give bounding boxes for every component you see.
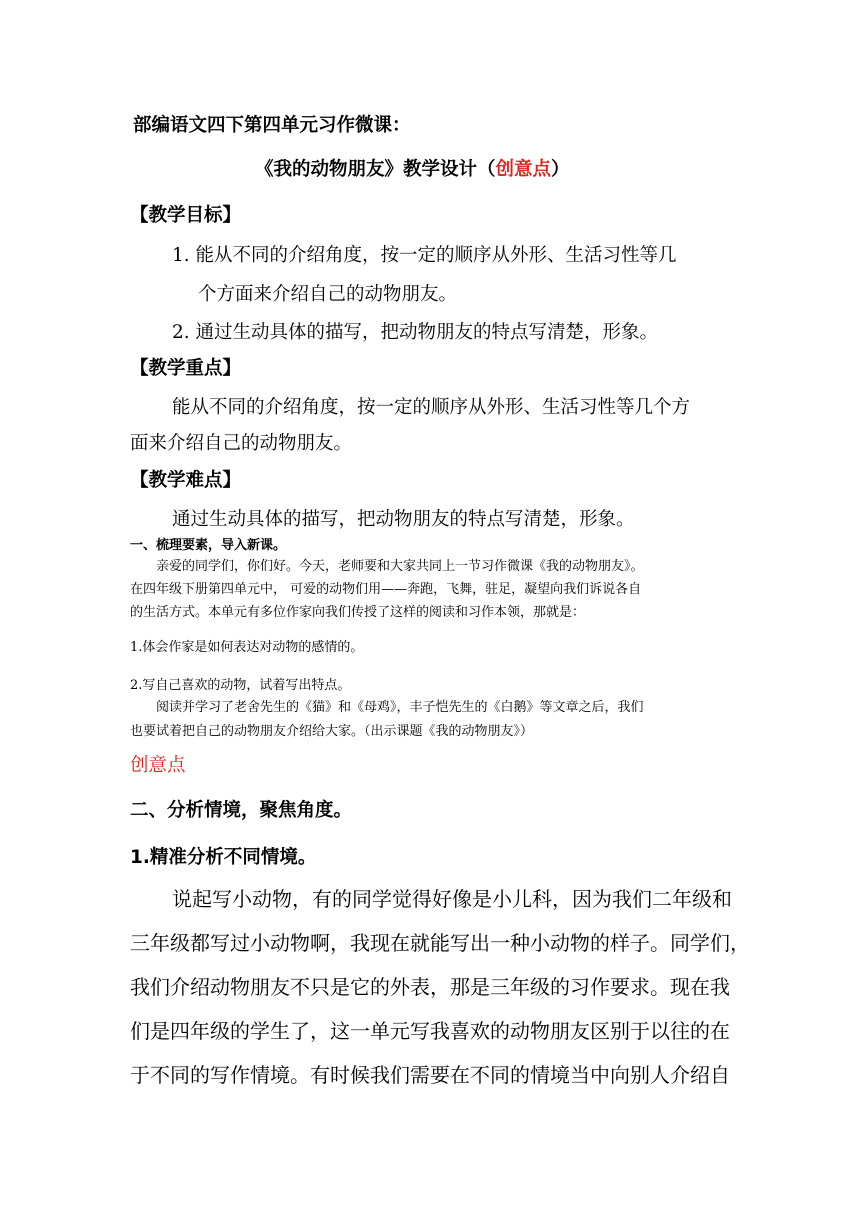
- key-points-heading: 【教学重点】: [130, 358, 242, 379]
- objective-item-1-line-2: 个方面来介绍自己的动物朋友。: [198, 284, 458, 305]
- section-2-body-line-1: 说起写小动物，有的同学觉得好像是小儿科，因为我们二年级和: [172, 887, 732, 911]
- objective-item-1-line-1: 1. 能从不同的介绍角度，按一定的顺序从外形、生活习性等几: [172, 245, 677, 266]
- section-1-paragraph-line-3: 的生活方式。本单元有多位作家向我们传授了这样的阅读和习作本领，那就是：: [130, 605, 586, 620]
- key-points-line-1: 能从不同的介绍角度，按一定的顺序从外形、生活习性等几个方: [172, 397, 691, 418]
- section-2-body-line-2: 三年级都写过小动物啊，我现在就能写出一种小动物的样子。同学们，: [130, 931, 750, 955]
- section-2-heading: 二、分析情境，聚焦角度。: [130, 800, 353, 821]
- section-1-paragraph-2-line-1: 阅读并学习了老舍先生的《猫》和《母鸡》，丰子恺先生的《白鹅》等文章之后，我们: [156, 700, 644, 715]
- section-1-paragraph-line-2: 在四年级下册第四单元中， 可爱的动物们用——奔跑，飞舞，驻足，凝望向我们诉说各自: [130, 582, 642, 597]
- objective-item-2: 2. 通过生动具体的描写，把动物朋友的特点写清楚，形象。: [172, 322, 659, 343]
- difficulties-heading: 【教学难点】: [130, 470, 242, 491]
- section-1-point-2: 2.写自己喜欢的动物，试着写出特点。: [130, 678, 351, 693]
- title-text: 《我的动物朋友》教学设计（: [255, 159, 496, 180]
- objectives-heading: 【教学目标】: [130, 205, 242, 226]
- course-line: 部编语文四下第四单元习作微课：: [133, 115, 411, 136]
- key-points-line-2: 面来介绍自己的动物朋友。: [130, 433, 353, 454]
- title-close: ）: [551, 159, 570, 180]
- section-2-body-line-3: 我们介绍动物朋友不只是它的外表，那是三年级的习作要求。现在我: [130, 975, 730, 999]
- difficulties-line-1: 通过生动具体的描写，把动物朋友的特点写清楚，形象。: [172, 509, 635, 530]
- title-creative-tag: 创意点: [495, 159, 552, 180]
- section-2-subheading-1: 1.精准分析不同情境。: [130, 847, 317, 868]
- section-1-heading: 一、梳理要素，导入新课。: [130, 538, 287, 553]
- section-2-body-line-5: 于不同的写作情境。有时候我们需要在不同的情境当中向别人介绍自: [130, 1063, 730, 1087]
- document-title: [255, 158, 570, 182]
- creative-point-label: 创意点: [130, 755, 186, 776]
- section-2-body-line-4: 们是四年级的学生了，这一单元写我喜欢的动物朋友区别于以往的在: [130, 1019, 730, 1043]
- section-1-paragraph-2-line-2: 也要试着把自己的动物朋友介绍给大家。（出示课题《我的动物朋友》）: [130, 724, 534, 739]
- section-1-paragraph-line-1: 亲爱的同学们，你们好。今天，老师要和大家共同上一节习作微课《我的动物朋友》。: [156, 559, 644, 574]
- section-1-point-1: 1.体会作家是如何表达对动物的感情的。: [130, 640, 364, 655]
